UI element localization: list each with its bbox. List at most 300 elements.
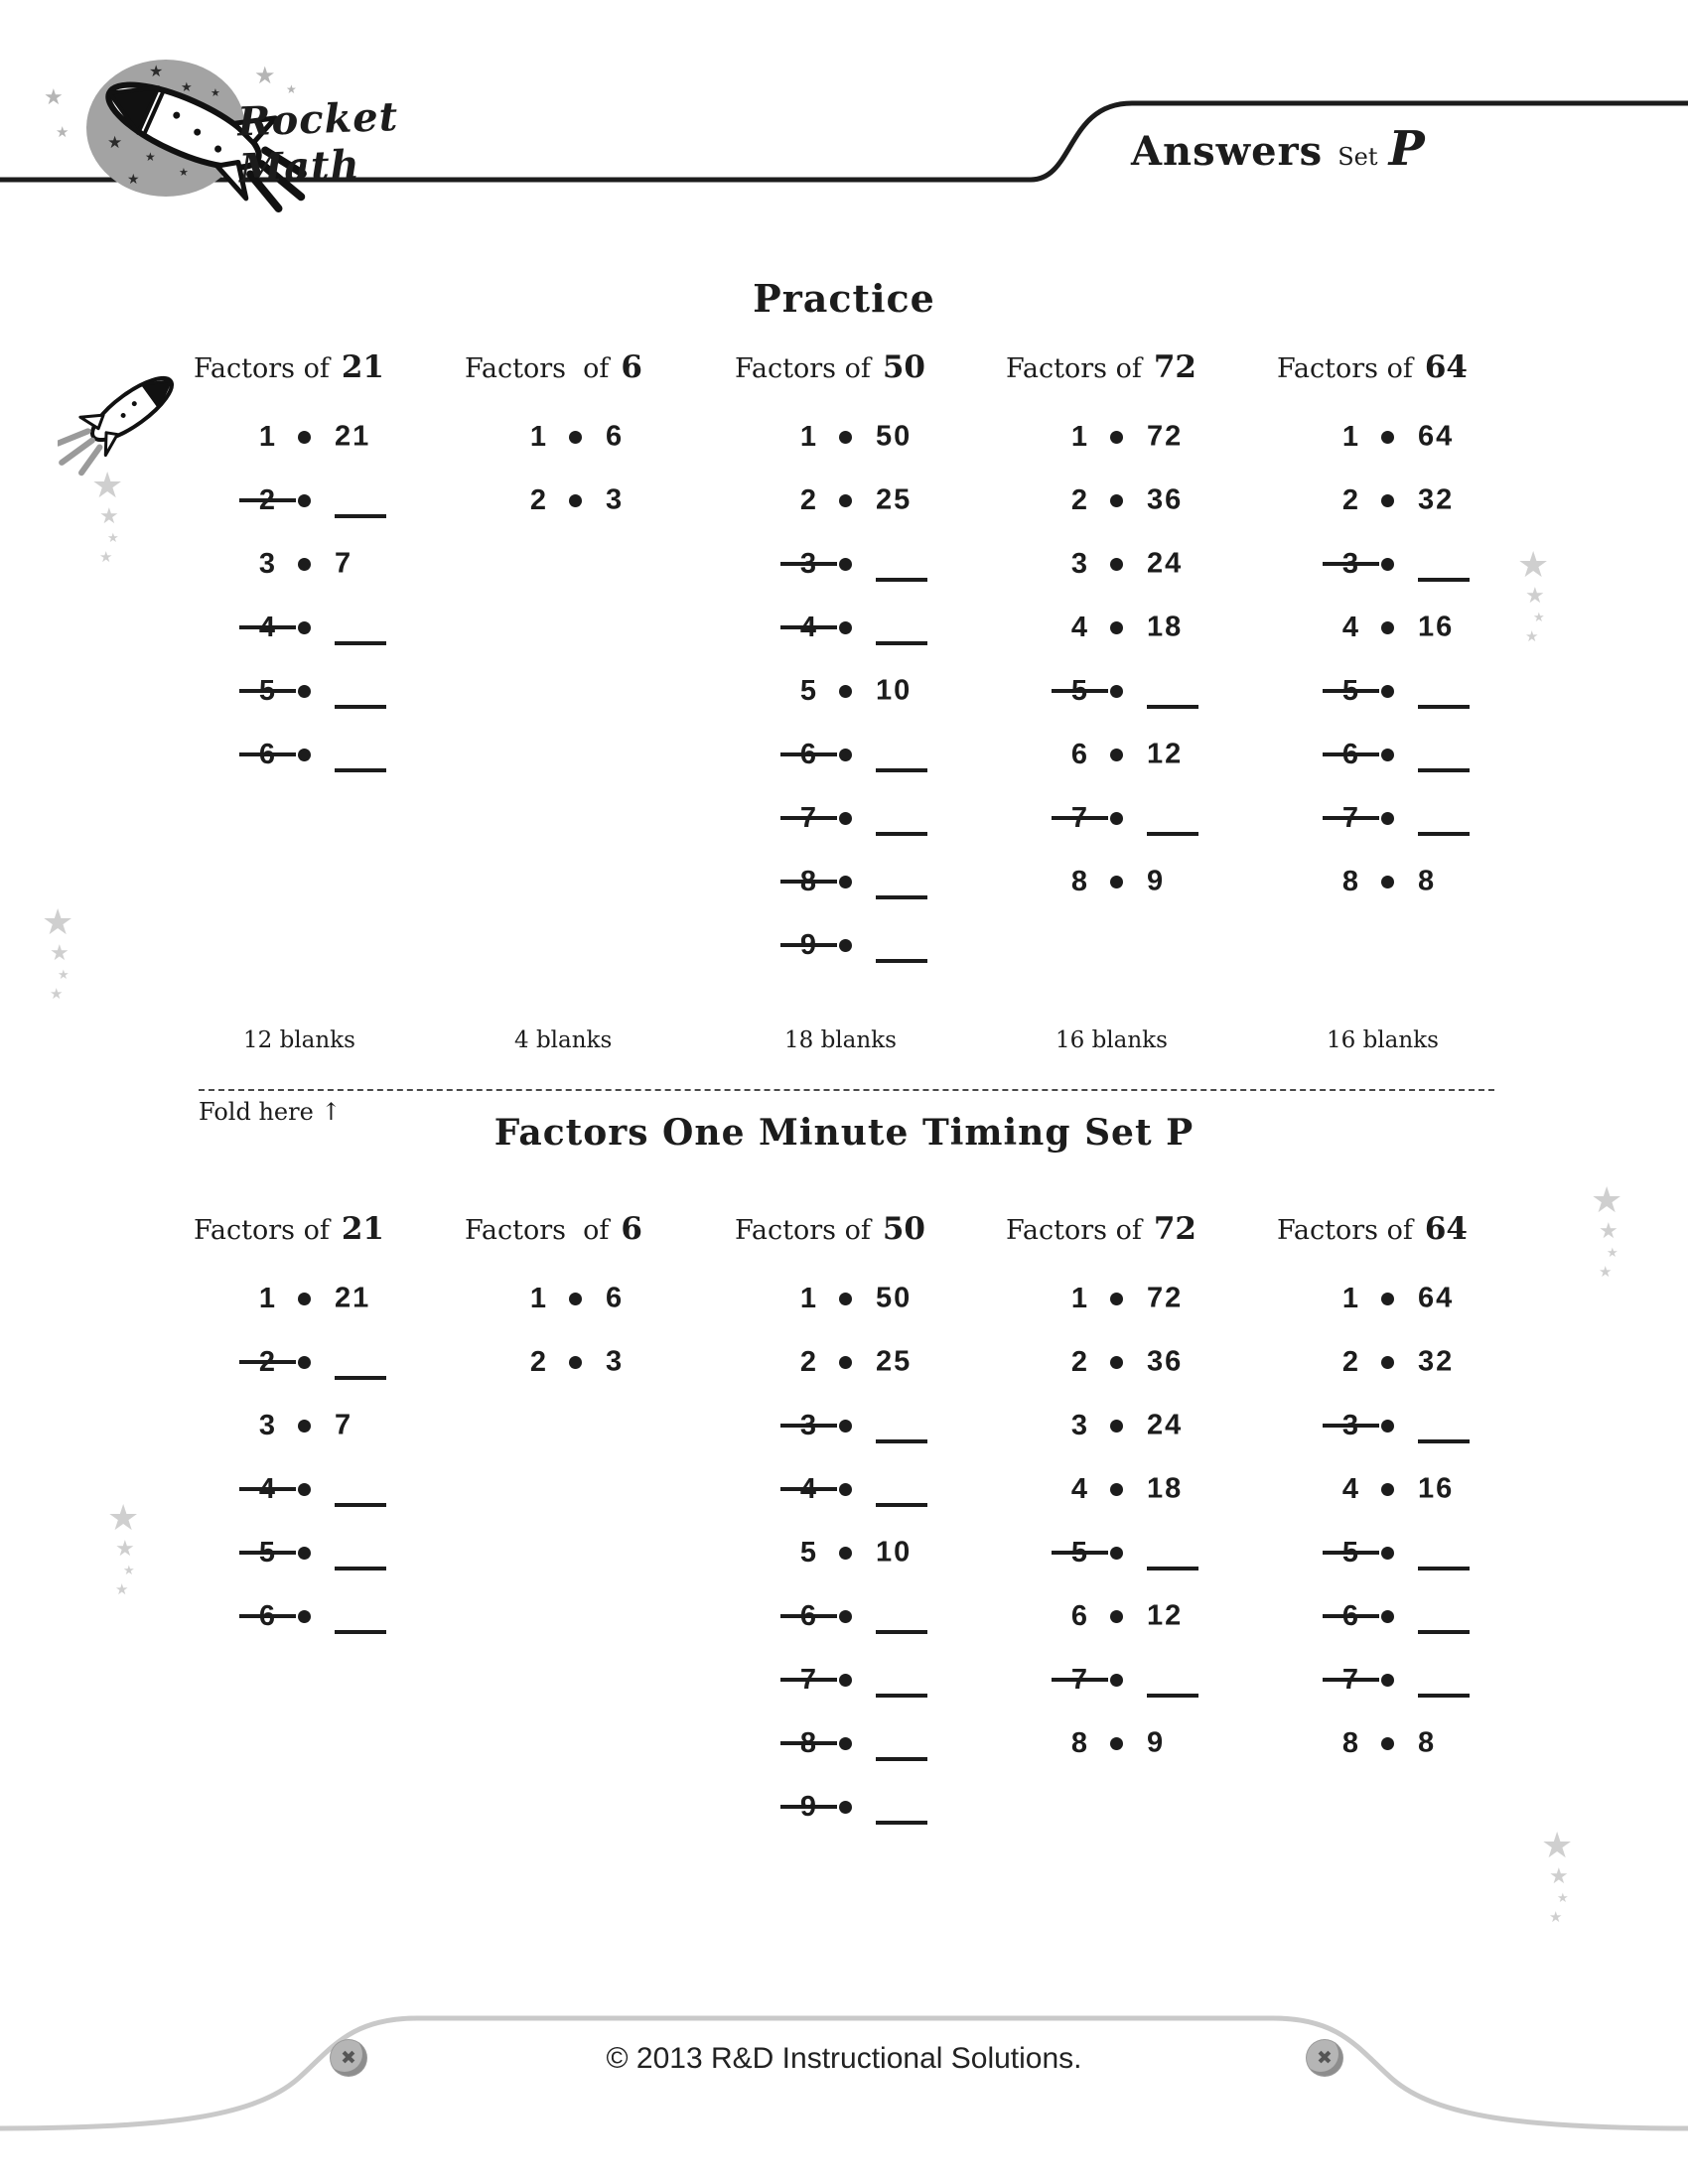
multiplication-dot-icon bbox=[1110, 1483, 1123, 1496]
multiplication-dot-icon bbox=[1381, 1737, 1394, 1750]
factor-cell bbox=[194, 1600, 278, 1633]
answer-blank bbox=[335, 768, 386, 772]
answer-blank bbox=[876, 578, 927, 582]
answer-cell bbox=[876, 1267, 973, 1330]
equation-row bbox=[735, 850, 973, 913]
star-icon: ★ bbox=[115, 1537, 135, 1562]
answer-cell bbox=[1418, 1521, 1515, 1584]
equation-row bbox=[1006, 786, 1244, 850]
column-header-label: Factors of bbox=[194, 1215, 330, 1246]
practice-title: Practice bbox=[753, 276, 935, 321]
star-icon: ★ bbox=[1541, 1826, 1574, 1866]
equation-row bbox=[735, 1584, 973, 1648]
product: 8 bbox=[1418, 1726, 1437, 1759]
blanks-count-label: 16 blanks bbox=[1055, 1027, 1168, 1053]
factor-cell bbox=[465, 421, 549, 454]
factor-cell bbox=[194, 484, 278, 517]
product: 72 bbox=[1147, 1282, 1184, 1314]
factor-cell bbox=[1277, 484, 1361, 517]
equation-row bbox=[1006, 1648, 1244, 1711]
equation-row bbox=[735, 1711, 973, 1775]
factor-cell bbox=[465, 484, 549, 517]
star-icon: ★ bbox=[1525, 627, 1539, 645]
struck-factor: 4 bbox=[799, 1472, 817, 1505]
factor: 8 bbox=[1070, 865, 1088, 897]
column-header bbox=[194, 349, 432, 385]
star-icon: ★ bbox=[58, 968, 70, 983]
factor: 5 bbox=[799, 674, 817, 707]
answer-blank bbox=[335, 1567, 386, 1570]
struck-factor: 5 bbox=[258, 674, 276, 707]
product: 8 bbox=[1418, 865, 1437, 897]
fold-here-label: Fold here ↑ bbox=[199, 1098, 342, 1126]
equation-row bbox=[1006, 596, 1244, 659]
factor: 1 bbox=[1070, 1282, 1088, 1314]
answer-cell bbox=[335, 1330, 432, 1394]
star-icon: ★ bbox=[91, 466, 124, 506]
multiplication-dot-icon bbox=[1110, 812, 1123, 825]
multiplication-dot-icon bbox=[839, 1293, 852, 1305]
product: 50 bbox=[876, 420, 913, 453]
factor-cell bbox=[735, 802, 819, 835]
star-icon: ★ bbox=[1549, 1864, 1569, 1889]
equation-row bbox=[735, 1457, 973, 1521]
answer-cell bbox=[1418, 659, 1515, 723]
equation-row bbox=[1006, 1521, 1244, 1584]
equation-rows bbox=[1006, 405, 1244, 913]
star-icon: ★ bbox=[50, 985, 64, 1003]
star-icon: ★ bbox=[1591, 1180, 1623, 1221]
equation-row bbox=[735, 786, 973, 850]
factor-cell bbox=[1277, 1600, 1361, 1633]
answer-blank bbox=[335, 1630, 386, 1634]
equation-row bbox=[735, 913, 973, 977]
answer-cell bbox=[1418, 1457, 1515, 1521]
equation-row bbox=[1277, 1394, 1515, 1457]
answers-label: Answers bbox=[1131, 128, 1324, 175]
star-icon: ★ bbox=[1549, 1908, 1563, 1926]
star-icon: ★ bbox=[44, 85, 64, 110]
factor: 4 bbox=[1341, 611, 1359, 643]
factor: 4 bbox=[1341, 1472, 1359, 1505]
equation-row bbox=[735, 1330, 973, 1394]
product: 64 bbox=[1418, 1282, 1455, 1314]
star-icon: ★ bbox=[107, 531, 119, 546]
factor: 2 bbox=[799, 483, 817, 516]
equation-row bbox=[194, 1457, 432, 1521]
star-icon: ★ bbox=[1607, 1246, 1618, 1261]
struck-factor: 6 bbox=[799, 1599, 817, 1632]
answer-cell bbox=[1418, 786, 1515, 850]
factor: 3 bbox=[1070, 547, 1088, 580]
struck-factor: 2 bbox=[258, 483, 276, 516]
fold-line bbox=[199, 1089, 1494, 1091]
star-icon: ★ bbox=[127, 172, 140, 188]
factor-cell bbox=[1277, 739, 1361, 771]
multiplication-dot-icon bbox=[298, 1293, 311, 1305]
answer-cell bbox=[606, 469, 703, 532]
answer-blank bbox=[876, 1630, 927, 1634]
product: 7 bbox=[335, 547, 353, 580]
product: 24 bbox=[1147, 1409, 1184, 1441]
answer-cell bbox=[876, 596, 973, 659]
column-header-label: Factors of bbox=[465, 353, 610, 384]
struck-factor: 7 bbox=[799, 801, 817, 834]
product: 25 bbox=[876, 1345, 913, 1378]
answer-cell bbox=[876, 723, 973, 786]
multiplication-dot-icon bbox=[839, 876, 852, 888]
equation-row bbox=[1006, 1457, 1244, 1521]
column-header bbox=[1277, 1211, 1515, 1247]
factor-cell bbox=[1277, 675, 1361, 708]
multiplication-dot-icon bbox=[839, 1356, 852, 1369]
answer-cell bbox=[335, 723, 432, 786]
struck-factor: 4 bbox=[799, 611, 817, 643]
multiplication-dot-icon bbox=[569, 1293, 582, 1305]
multiplication-dot-icon bbox=[298, 558, 311, 571]
factor-cell bbox=[735, 1537, 819, 1570]
equation-row bbox=[1277, 723, 1515, 786]
answer-cell bbox=[606, 1267, 703, 1330]
answer-cell bbox=[606, 405, 703, 469]
factor: 5 bbox=[799, 1536, 817, 1569]
factor-cell bbox=[1277, 1346, 1361, 1379]
column-header-number: 21 bbox=[341, 349, 384, 385]
struck-factor: 5 bbox=[1070, 1536, 1088, 1569]
answer-cell bbox=[335, 659, 432, 723]
factor-cell bbox=[735, 1791, 819, 1824]
equation-row bbox=[735, 1394, 973, 1457]
answer-cell bbox=[1147, 723, 1244, 786]
column-header bbox=[1277, 349, 1515, 385]
answer-cell bbox=[876, 1584, 973, 1648]
star-icon: ★ bbox=[1517, 545, 1550, 586]
answer-cell bbox=[876, 405, 973, 469]
struck-factor: 6 bbox=[1341, 738, 1359, 770]
factor-column bbox=[194, 349, 432, 1053]
column-header-number: 6 bbox=[621, 1211, 642, 1247]
multiplication-dot-icon bbox=[1110, 1293, 1123, 1305]
answer-cell bbox=[1418, 850, 1515, 913]
product: 64 bbox=[1418, 420, 1455, 453]
answer-cell bbox=[1147, 1584, 1244, 1648]
equation-row bbox=[1006, 850, 1244, 913]
product: 16 bbox=[1418, 611, 1455, 643]
factor-cell bbox=[735, 1600, 819, 1633]
factor-cell bbox=[465, 1283, 549, 1315]
factor-cell bbox=[1277, 802, 1361, 835]
column-header-number: 64 bbox=[1424, 349, 1468, 385]
multiplication-dot-icon bbox=[839, 1674, 852, 1687]
equation-row bbox=[735, 405, 973, 469]
equation-row bbox=[465, 1330, 703, 1394]
factor: 6 bbox=[1070, 1599, 1088, 1632]
answer-blank bbox=[335, 641, 386, 645]
equation-row bbox=[735, 659, 973, 723]
product: 12 bbox=[1147, 1599, 1184, 1632]
equation-row bbox=[1277, 659, 1515, 723]
answer-cell bbox=[335, 405, 432, 469]
factor-cell bbox=[735, 1346, 819, 1379]
product: 50 bbox=[876, 1282, 913, 1314]
equation-row bbox=[1277, 786, 1515, 850]
equation-row bbox=[735, 1521, 973, 1584]
factor-cell bbox=[1006, 1346, 1090, 1379]
factor-cell bbox=[1006, 1600, 1090, 1633]
multiplication-dot-icon bbox=[1381, 1610, 1394, 1623]
product: 21 bbox=[335, 420, 371, 453]
equation-row bbox=[735, 723, 973, 786]
answer-blank bbox=[876, 895, 927, 899]
struck-factor: 8 bbox=[799, 865, 817, 897]
answer-cell bbox=[1418, 1330, 1515, 1394]
equation-row bbox=[1277, 1267, 1515, 1330]
answer-blank bbox=[335, 514, 386, 518]
star-icon: ★ bbox=[286, 82, 297, 96]
equation-row bbox=[1006, 469, 1244, 532]
factor-cell bbox=[194, 1283, 278, 1315]
answer-cell bbox=[1147, 1330, 1244, 1394]
answer-blank bbox=[876, 1439, 927, 1443]
struck-factor: 7 bbox=[1070, 801, 1088, 834]
product: 3 bbox=[606, 1345, 625, 1378]
multiplication-dot-icon bbox=[1110, 1737, 1123, 1750]
multiplication-dot-icon bbox=[839, 1610, 852, 1623]
equation-rows bbox=[194, 1267, 432, 1648]
factor-cell bbox=[1006, 1473, 1090, 1506]
factor-column bbox=[194, 1211, 432, 1632]
equation-rows bbox=[735, 1267, 973, 1839]
factor-cell bbox=[1006, 866, 1090, 898]
answer-cell bbox=[1418, 1711, 1515, 1775]
star-icon: ★ bbox=[99, 548, 113, 566]
answer-cell bbox=[335, 1521, 432, 1584]
factor: 3 bbox=[258, 1409, 276, 1441]
star-icon: ★ bbox=[149, 62, 164, 80]
equation-row bbox=[1006, 723, 1244, 786]
answer-cell bbox=[1147, 1457, 1244, 1521]
answer-blank bbox=[335, 1503, 386, 1507]
answer-cell bbox=[876, 850, 973, 913]
product: 18 bbox=[1147, 611, 1184, 643]
factor-cell bbox=[1006, 802, 1090, 835]
factor: 1 bbox=[529, 1282, 547, 1314]
equation-row bbox=[194, 1584, 432, 1648]
factor: 1 bbox=[529, 420, 547, 453]
copyright-text: © 2013 R&D Instructional Solutions. bbox=[606, 2042, 1082, 2075]
multiplication-dot-icon bbox=[839, 1801, 852, 1814]
answer-cell bbox=[1147, 1648, 1244, 1711]
equation-rows bbox=[465, 1267, 703, 1394]
product: 32 bbox=[1418, 483, 1455, 516]
multiplication-dot-icon bbox=[298, 1610, 311, 1623]
column-header bbox=[735, 349, 973, 385]
struck-factor: 3 bbox=[1341, 1409, 1359, 1441]
answer-cell bbox=[1147, 532, 1244, 596]
column-header-label: Factors of bbox=[735, 353, 871, 384]
answer-blank bbox=[335, 705, 386, 709]
multiplication-dot-icon bbox=[839, 621, 852, 634]
answer-blank bbox=[1418, 1567, 1470, 1570]
factor-column bbox=[465, 1211, 703, 1378]
factor: 1 bbox=[258, 1282, 276, 1314]
factor-cell bbox=[194, 675, 278, 708]
multiplication-dot-icon bbox=[1381, 1547, 1394, 1560]
answer-cell bbox=[876, 1521, 973, 1584]
column-header-label: Factors of bbox=[194, 353, 330, 384]
multiplication-dot-icon bbox=[839, 812, 852, 825]
equation-row bbox=[735, 469, 973, 532]
factor-cell bbox=[735, 1727, 819, 1760]
equation-row bbox=[1277, 532, 1515, 596]
answer-blank bbox=[1418, 832, 1470, 836]
equation-row bbox=[735, 1648, 973, 1711]
factor: 1 bbox=[1070, 420, 1088, 453]
factor-column bbox=[735, 1211, 973, 1823]
answer-blank bbox=[876, 1503, 927, 1507]
struck-factor: 6 bbox=[1341, 1599, 1359, 1632]
equation-row bbox=[194, 596, 432, 659]
answer-cell bbox=[335, 1457, 432, 1521]
multiplication-dot-icon bbox=[1381, 1420, 1394, 1433]
factor-cell bbox=[194, 548, 278, 581]
product: 9 bbox=[1147, 1726, 1166, 1759]
column-header-label: Factors of bbox=[1277, 353, 1413, 384]
struck-factor: 6 bbox=[799, 738, 817, 770]
star-icon: ★ bbox=[42, 902, 74, 943]
factor: 1 bbox=[1341, 1282, 1359, 1314]
column-header-number: 6 bbox=[621, 349, 642, 385]
struck-factor: 3 bbox=[799, 547, 817, 580]
product: 24 bbox=[1147, 547, 1184, 580]
struck-factor: 7 bbox=[1341, 1663, 1359, 1696]
screw-icon: ✖ bbox=[1307, 2040, 1342, 2076]
answer-cell bbox=[876, 1394, 973, 1457]
star-icon: ★ bbox=[50, 941, 70, 966]
column-header-number: 64 bbox=[1424, 1211, 1468, 1247]
blanks-count-label: 18 blanks bbox=[784, 1027, 897, 1053]
factor-cell bbox=[194, 739, 278, 771]
factor-cell bbox=[735, 675, 819, 708]
equation-row bbox=[1006, 1330, 1244, 1394]
column-header-number: 21 bbox=[341, 1211, 384, 1247]
star-icon: ★ bbox=[1525, 584, 1545, 609]
multiplication-dot-icon bbox=[839, 939, 852, 952]
factor-cell bbox=[194, 612, 278, 644]
multiplication-dot-icon bbox=[839, 749, 852, 761]
factor-cell bbox=[735, 1283, 819, 1315]
answer-cell bbox=[1418, 1394, 1515, 1457]
equation-rows bbox=[1277, 405, 1515, 913]
multiplication-dot-icon bbox=[569, 494, 582, 507]
multiplication-dot-icon bbox=[569, 431, 582, 444]
multiplication-dot-icon bbox=[1381, 1293, 1394, 1305]
factor: 1 bbox=[799, 1282, 817, 1314]
factor: 3 bbox=[1070, 1409, 1088, 1441]
answer-blank bbox=[1418, 1630, 1470, 1634]
column-header-label: Factors of bbox=[735, 1215, 871, 1246]
multiplication-dot-icon bbox=[1110, 431, 1123, 444]
multiplication-dot-icon bbox=[1110, 1420, 1123, 1433]
answer-cell bbox=[1147, 1267, 1244, 1330]
multiplication-dot-icon bbox=[1381, 1356, 1394, 1369]
factor-cell bbox=[1277, 1664, 1361, 1697]
multiplication-dot-icon bbox=[1381, 558, 1394, 571]
factor: 2 bbox=[1341, 1345, 1359, 1378]
equation-row bbox=[465, 1267, 703, 1330]
equation-row bbox=[194, 532, 432, 596]
multiplication-dot-icon bbox=[1381, 494, 1394, 507]
equation-row bbox=[1277, 1457, 1515, 1521]
factor-cell bbox=[1277, 421, 1361, 454]
factor-cell bbox=[735, 1473, 819, 1506]
struck-factor: 4 bbox=[258, 1472, 276, 1505]
equation-rows bbox=[194, 405, 432, 786]
multiplication-dot-icon bbox=[1381, 812, 1394, 825]
factor-column bbox=[735, 349, 973, 1053]
answer-cell bbox=[876, 1648, 973, 1711]
factor-column bbox=[465, 349, 703, 1053]
multiplication-dot-icon bbox=[1381, 431, 1394, 444]
factor: 1 bbox=[1341, 420, 1359, 453]
column-header-label: Factors of bbox=[1277, 1215, 1413, 1246]
answer-cell bbox=[876, 469, 973, 532]
equation-row bbox=[194, 1330, 432, 1394]
answer-cell bbox=[1418, 1584, 1515, 1648]
multiplication-dot-icon bbox=[298, 1483, 311, 1496]
multiplication-dot-icon bbox=[1381, 749, 1394, 761]
multiplication-dot-icon bbox=[569, 1356, 582, 1369]
equation-rows bbox=[465, 405, 703, 532]
answer-cell bbox=[1147, 469, 1244, 532]
product: 9 bbox=[1147, 865, 1166, 897]
factor: 2 bbox=[1070, 483, 1088, 516]
answer-cell bbox=[1418, 405, 1515, 469]
factor-cell bbox=[1006, 1283, 1090, 1315]
multiplication-dot-icon bbox=[839, 1547, 852, 1560]
multiplication-dot-icon bbox=[839, 1737, 852, 1750]
blanks-count-label: 16 blanks bbox=[1327, 1027, 1439, 1053]
product: 12 bbox=[1147, 738, 1184, 770]
factor-cell bbox=[1006, 484, 1090, 517]
equation-row bbox=[1006, 532, 1244, 596]
column-header-number: 50 bbox=[882, 349, 925, 385]
equation-row bbox=[1277, 469, 1515, 532]
answer-cell bbox=[335, 596, 432, 659]
star-icon: ★ bbox=[1599, 1263, 1613, 1281]
answer-cell bbox=[1147, 405, 1244, 469]
answer-cell bbox=[1147, 659, 1244, 723]
factor: 1 bbox=[799, 420, 817, 453]
answer-cell bbox=[1147, 786, 1244, 850]
multiplication-dot-icon bbox=[1110, 749, 1123, 761]
answer-cell bbox=[876, 913, 973, 977]
factor-cell bbox=[735, 1410, 819, 1442]
answer-cell bbox=[876, 1330, 973, 1394]
equation-rows bbox=[1277, 1267, 1515, 1775]
screw-icon: ✖ bbox=[331, 2040, 366, 2076]
factor-cell bbox=[1006, 1664, 1090, 1697]
struck-factor: 7 bbox=[799, 1663, 817, 1696]
column-header bbox=[465, 349, 703, 385]
answer-cell bbox=[876, 1711, 973, 1775]
practice-section bbox=[0, 349, 1688, 1104]
factor-cell bbox=[194, 421, 278, 454]
factor-cell bbox=[735, 1664, 819, 1697]
multiplication-dot-icon bbox=[298, 685, 311, 698]
star-icon: ★ bbox=[107, 133, 123, 153]
factor-cell bbox=[1006, 739, 1090, 771]
